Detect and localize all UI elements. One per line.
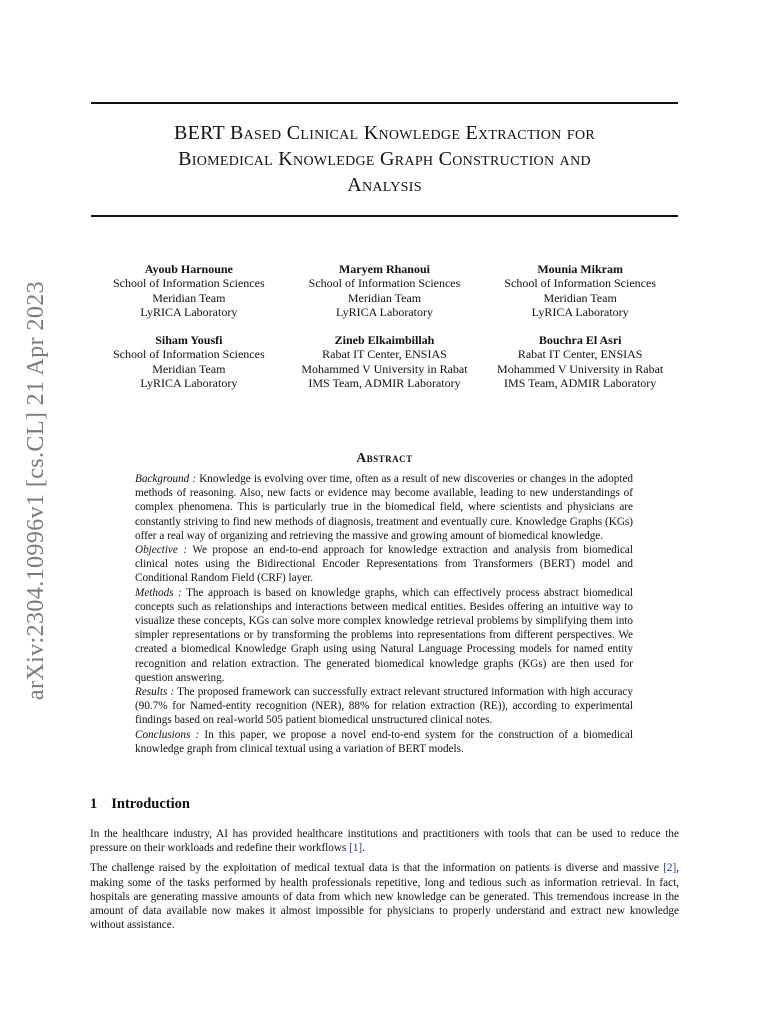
author-affiliation: School of Information Sciences	[113, 347, 265, 362]
intro-paragraph	[90, 827, 679, 855]
abstract-text: The approach is based on knowledge graphs, which can effectively process abstract biomedical concepts such as relationships and interactions between medical entities. Besides offering an intuitive way to visualize these concepts, KGs can solve more complex knowledge retrieval problems by simplifying them into simpler representations or by transforming the problems into representations from different perspectives. We created a biomedical Knowledge Graph using using Natural Language Processing models for named entity recognition and relation extraction. The generated biomedical knowledge graphs (KGs) are then used for question answering.	[135, 586, 633, 684]
author-block	[91, 262, 287, 319]
author-affiliation: LyRICA Laboratory	[140, 376, 238, 391]
author-list	[91, 262, 678, 390]
abstract-body	[135, 472, 633, 756]
author-affiliation: LyRICA Laboratory	[140, 304, 238, 319]
author-affiliation: School of Information Sciences	[308, 276, 461, 291]
author-affiliation: Meridian Team	[152, 361, 226, 376]
intro-text: .	[362, 842, 365, 855]
author-name: Zineb Elkaimbillah	[334, 333, 435, 348]
title-rule-bottom	[91, 215, 678, 217]
author-affiliation: School of Information Sciences	[113, 276, 265, 291]
abstract-label: Objective :	[135, 544, 188, 557]
intro-text: The challenge raised by the exploitation of medical textual data is that the information on patients is diverse and massive	[90, 862, 664, 875]
title-line-2: Biomedical Knowledge Graph Construction and	[178, 148, 591, 170]
introduction-body	[90, 827, 679, 938]
arxiv-identifier-text: arXiv:2304.10996v1 [cs.CL] 21 Apr 2023	[23, 280, 50, 700]
arxiv-identifier	[17, 270, 57, 710]
author-affiliation: Meridian Team	[152, 290, 226, 305]
abstract-text: In this paper, we propose a novel end-to-end system for the construction of a biomedical knowledge graph from clinical textual using a variation of BERT models.	[135, 728, 633, 755]
abstract-label: Conclusions :	[135, 728, 200, 741]
author-affiliation: Mohammed V University in Rabat	[301, 361, 468, 376]
author-name: Mounia Mikram	[537, 262, 623, 276]
section-heading-introduction	[90, 796, 490, 813]
abstract-label: Background :	[135, 473, 197, 485]
title-line-3: Analysis	[347, 174, 422, 196]
author-block	[287, 333, 483, 390]
author-affiliation: Mohammed V University in Rabat	[497, 361, 664, 376]
author-name: Ayoub Harnoune	[144, 262, 233, 276]
author-affiliation: Meridian Team	[347, 290, 422, 305]
abstract-text: We propose an end-to-end approach for knowledge extraction and analysis from biomedical clinical notes using the Bidirectional Encoder Representations from Transformers (BERT) model and Conditional Random Field (CRF) layer.	[135, 544, 633, 585]
abstract-paragraph-results	[135, 685, 633, 728]
abstract-text: Knowledge is evolving over time, often as a result of new discoveries or changes in the adopted methods of reasoning. Also, new facts or evidence may become available, leading to new understandings of complex phenomena. This is particularly true in the biomedical field, where scientists and physicians are constantly striving to find new methods of diagnosis, treatment and eventually cure. Knowledge Graphs (KGs) offer a real way of organizing and retrieving the massive and growing amount of biomedical knowledge.	[135, 473, 634, 542]
citation-link[interactable]: [2]	[663, 862, 677, 875]
abstract-heading: Abstract	[356, 450, 413, 465]
intro-text: In the healthcare industry, AI has provided healthcare institutions and practitioners with tools that can be used to reduce the pressure on their workloads and redefine their workflows	[90, 828, 679, 855]
title-rule-top	[91, 102, 678, 104]
citation-link[interactable]: [1]	[349, 842, 363, 855]
author-name: Maryem Rhanoui	[338, 262, 430, 276]
abstract-text: The proposed framework can successfully extract relevant structured information with high accuracy (90.7% for Named-entity recognition (NER), 88% for relation extraction (RE)), according to experimental findings based on real-world 505 patient biomedical unstructured clinical notes.	[135, 686, 633, 727]
author-block	[482, 262, 678, 319]
intro-text: , making some of the tasks performed by health professionals repetitive, long and tedious such as information retrieval. In fact, hospitals are generating massive amounts of data from which new knowledge can be generated. This tremendous increase in the amount of data available now makes it almost impossible for physicians to properly understand and extract new knowledge without assistance.	[90, 862, 679, 932]
intro-paragraph	[90, 861, 679, 932]
author-affiliation: Meridian Team	[543, 290, 617, 305]
abstract-label: Results :	[135, 686, 175, 699]
abstract-paragraph-conclusions	[135, 728, 633, 756]
title-line-1: BERT Based Clinical Knowledge Extraction for	[173, 122, 596, 144]
author-name: Siham Yousfi	[155, 333, 223, 348]
abstract-label: Methods :	[135, 586, 182, 599]
paper-title	[91, 120, 678, 198]
abstract-paragraph-methods	[135, 586, 633, 685]
author-block	[91, 333, 287, 390]
author-affiliation: LyRICA Laboratory	[336, 304, 433, 319]
abstract-paragraph-background	[135, 472, 633, 543]
abstract-paragraph-objective	[135, 543, 633, 586]
author-affiliation: Rabat IT Center, ENSIAS	[322, 347, 447, 362]
author-name: Bouchra El Asri	[538, 333, 622, 348]
author-affiliation: LyRICA Laboratory	[531, 304, 629, 319]
author-affiliation: IMS Team, ADMIR Laboratory	[504, 376, 657, 391]
author-affiliation: School of Information Sciences	[504, 276, 656, 291]
section-title: Introduction	[111, 796, 190, 812]
author-affiliation: Rabat IT Center, ENSIAS	[517, 347, 643, 362]
author-affiliation: IMS Team, ADMIR Laboratory	[308, 376, 461, 391]
author-block	[287, 262, 483, 319]
author-block	[482, 333, 678, 390]
section-number: 1	[90, 796, 98, 812]
